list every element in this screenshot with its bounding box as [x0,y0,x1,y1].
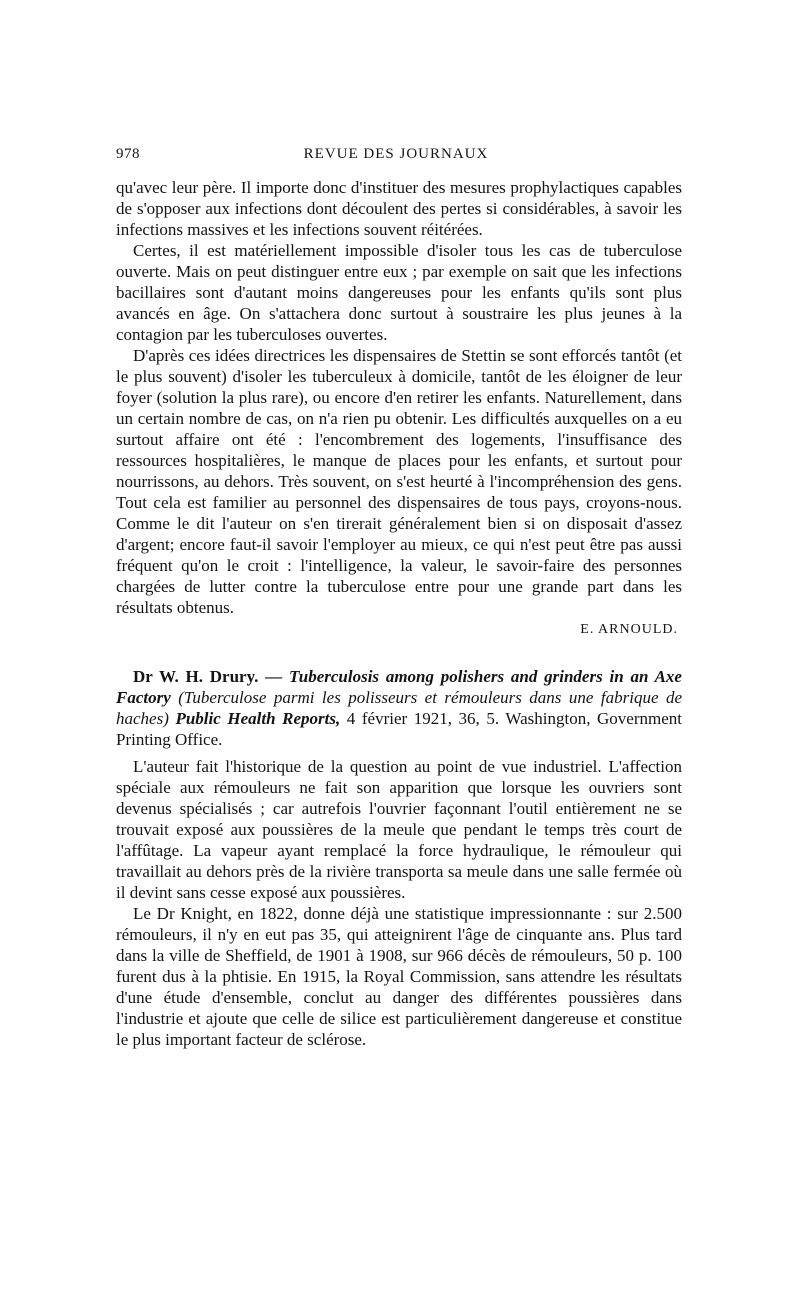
article1-paragraph-2: Certes, il est matériellement impossible d'isoler tous les cas de tuberculose ouverte. Mais on peut distinguer entre eux ; par exemple on sait que les infections bacillaires sont d'autant moins dangereuses pour les enfants qu'ils sont plus avancés en âge. On s'attachera donc surtout à soustraire les plus jeunes à la contagion par les tuberculoses ouvertes. [116,241,682,344]
article1-signature: E. ARNOULD. [580,622,678,637]
running-title: REVUE DES JOURNAUX [303,146,489,162]
article2-citation: 4 février 1921, 36, 5. Washington, Government Printing Office. [116,709,682,749]
article2-paragraph-2: Le Dr Knight, en 1822, donne déjà une statistique impressionnante : sur 2.500 rémouleurs, il n'y en eut pas 35, qui atteignirent l'âge de cinquante ans. Plus tard dans la ville de Sheffield, de 1901 à 1908, sur 966 décès de rémouleurs, 50 p. 100 furent dus à la phtisie. En 1915, la Royal Commission, sans attendre les résultats d'une étude d'ensemble, conclut au danger des différentes poussières dans l'industrie et ajoute que celle de silice est particulièrement dangereuse et constitue le plus important facteur de sclérose. [116,904,682,1049]
article2-journal: Public Health Reports, [175,709,341,728]
article2-title-fr: (Tuberculose parmi les polisseurs et rémouleurs dans une fabrique de haches) [116,688,682,728]
article2-title-en: Tuberculosis among polishers and grinders in an Axe Factory [116,667,682,707]
page-number: 978 [116,146,140,162]
article2-paragraph-1: L'auteur fait l'historique de la question au point de vue industriel. L'affection spéciale aux rémouleurs ne fait son apparition que lorsque les ouvriers sont devenus spécialisés ; car autrefois l'ouvrier façonnant l'outil entièrement ne se trouvait exposé aux poussières de la meule que pendant le temps très court de l'affûtage. La vapeur ayant remplacé la force hydraulique, le rémouleur qui travaillait au dehors près de la rivière transporta sa meule dans une salle fermée où il devint sans cesse exposé aux poussières. [116,757,682,902]
article2-reference [116,666,682,750]
article2-author: Dr W. H. Drury. — [133,667,283,686]
running-header [116,146,682,163]
article1-paragraph-3: D'après ces idées directrices les dispensaires de Stettin se sont efforcés tantôt (et le plus souvent) d'isoler les tuberculeux à domicile, tantôt de les éloigner de leur foyer (solution la plus rare), ou encore d'en retirer les enfants. Naturellement, dans un certain nombre de cas, on n'a rien pu obtenir. Les difficultés auxquelles on a eu surtout affaire ont été : l'encombrement des logements, l'insuffisance des ressources hospitalières, le manque de places pour les enfants, et surtout pour nourrissons, au dehors. Très souvent, on s'est heurté à l'incompréhension des gens. Tout cela est familier au personnel des dispensaires de tous pays, croyons-nous. Comme le dit l'auteur on s'en tirerait généralement bien si on disposait d'assez d'argent; encore faut-il savoir l'employer au mieux, ce qui n'est peut être pas aussi fréquent qu'on le croit : l'intelligence, la valeur, le savoir-faire des personnes chargées de lutter contre la tuberculose entre pour une grande part dans les résultats obtenus. [116,346,682,617]
article1-paragraph-1: qu'avec leur père. Il importe donc d'instituer des mesures prophylactiques capables de s'opposer aux infections dont découlent des pertes si considérables, à savoir les infections massives et les infections souvent réitérées. [116,178,682,239]
journal-page [116,146,682,1050]
